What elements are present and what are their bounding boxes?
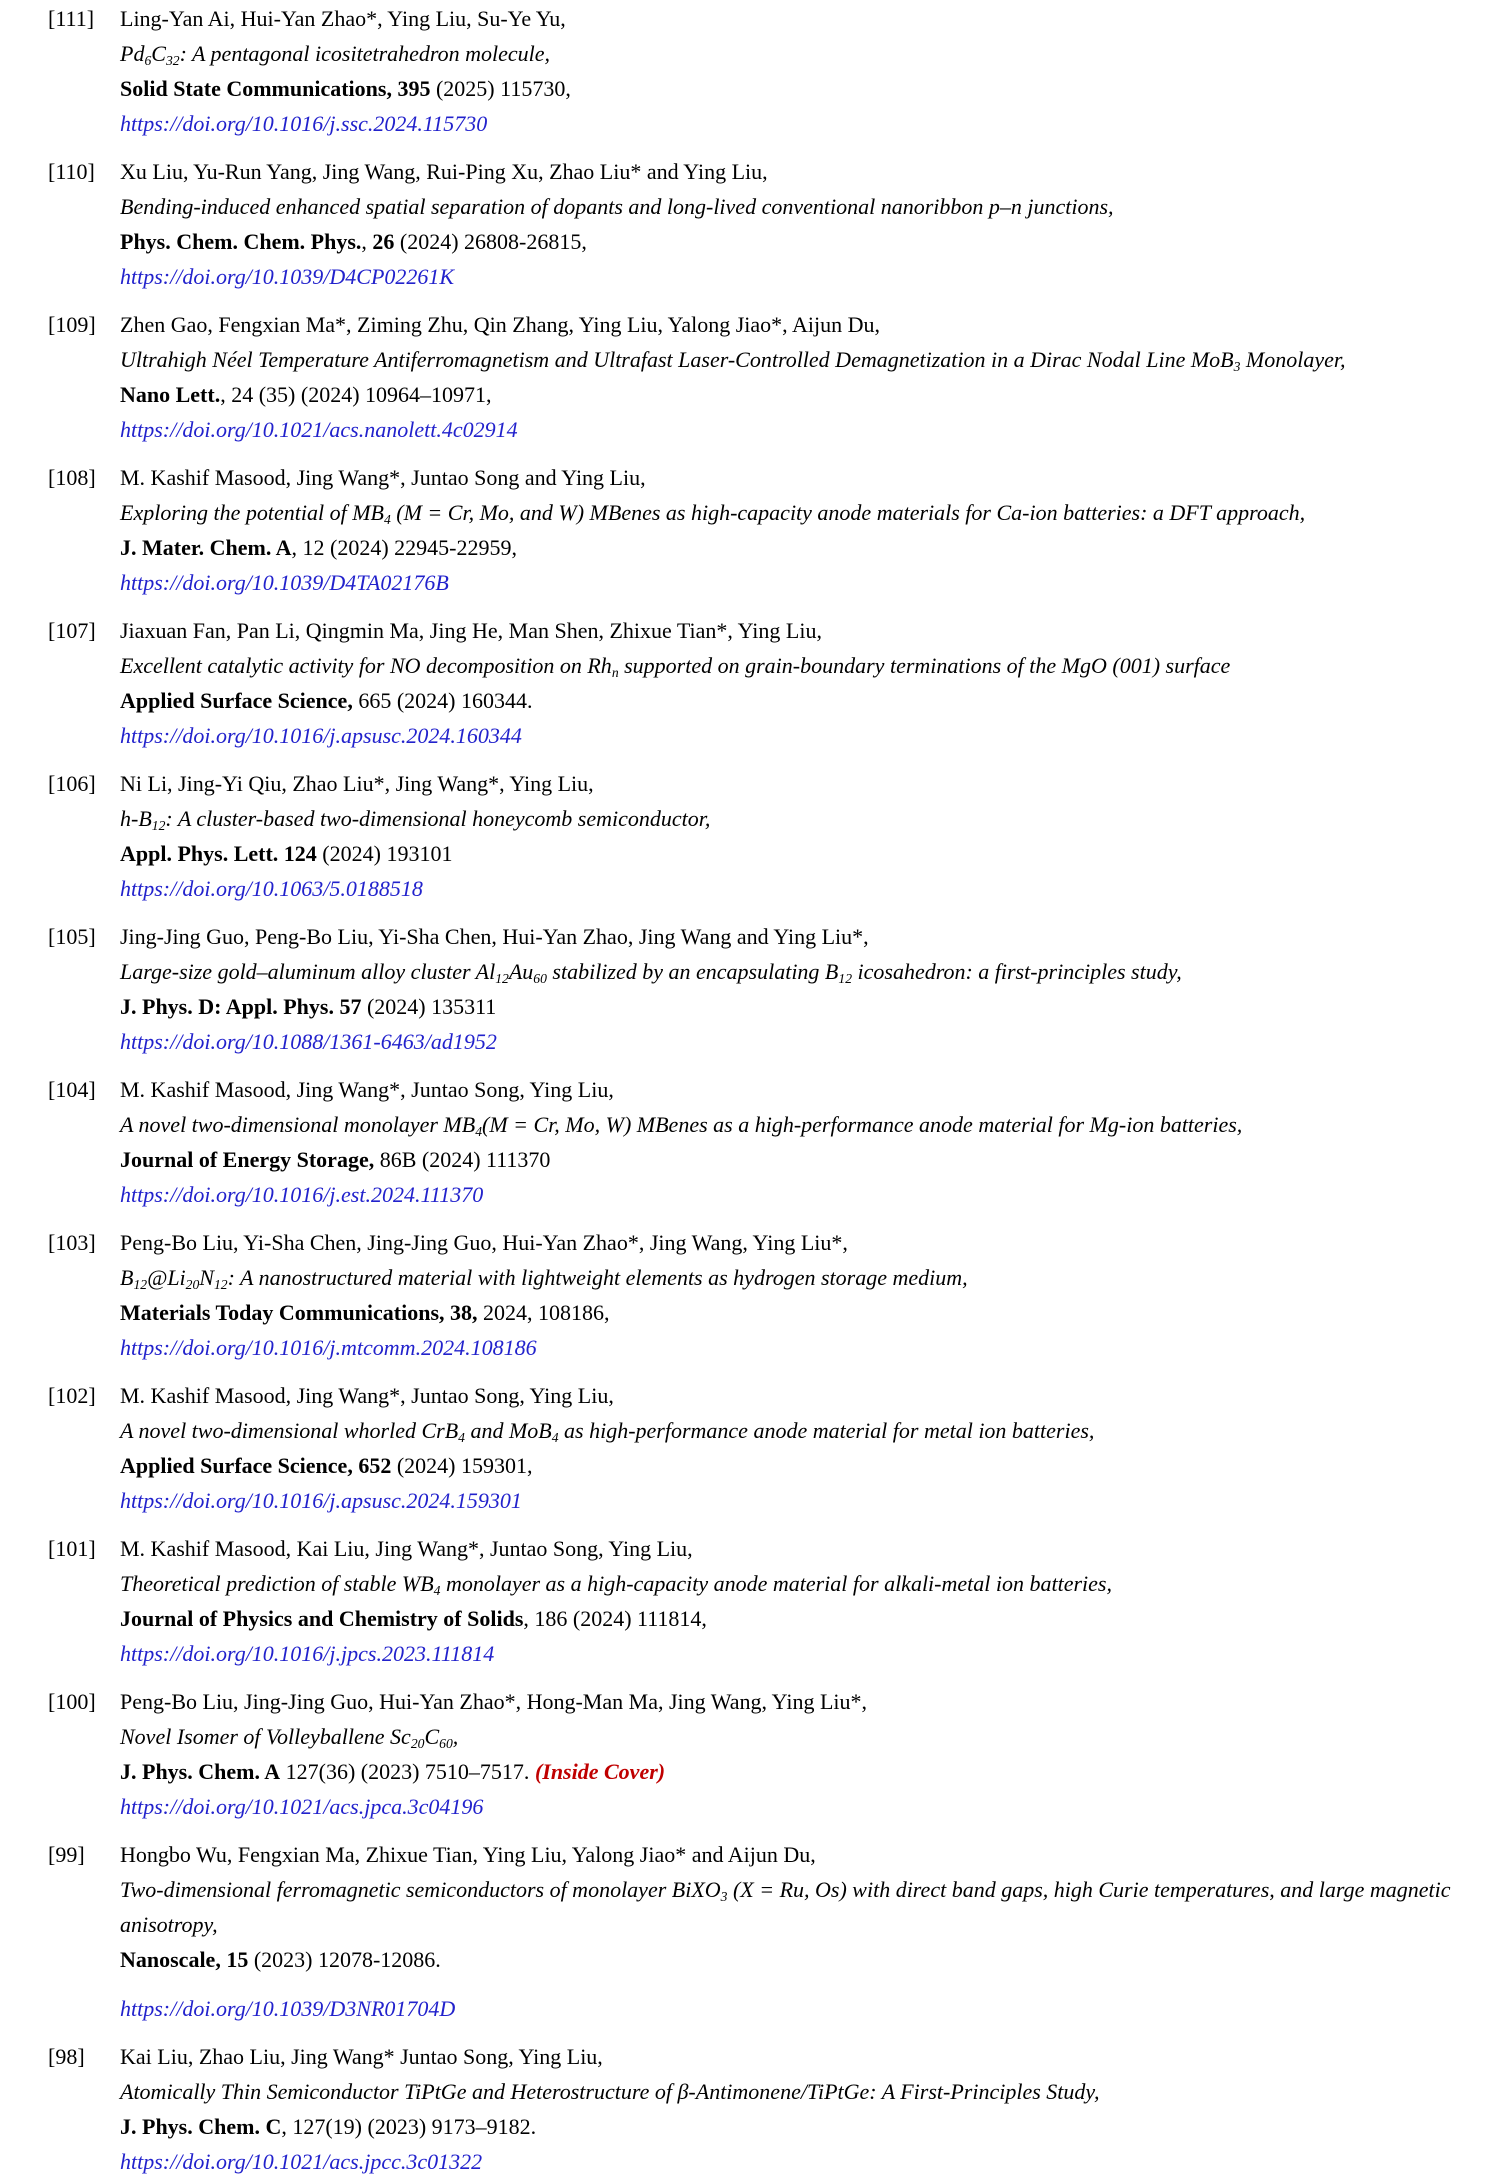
doi-link[interactable]: https://doi.org/10.1088/1361-6463/ad1952 [120, 1029, 497, 1054]
journal-line: Journal of Physics and Chemistry of Solids, 186 (2024) 111814, [120, 1606, 707, 1631]
article-title: A novel two-dimensional monolayer $MB_4(M = Cr$, Mo, W) MBenes as a high-performance anode material for Mg-ion batteries, [120, 1112, 1243, 1139]
authors-line: Kai Liu, Zhao Liu, Jing Wang* Juntao Song, Ying Liu, [120, 2044, 603, 2069]
authors-line: Peng-Bo Liu, Jing-Jing Guo, Hui-Yan Zhao*, Hong-Man Ma, Jing Wang, Ying Liu*, [120, 1689, 868, 1714]
journal-line: Journal of Energy Storage, 86B (2024) 111370 [120, 1147, 551, 1172]
journal-line: Applied Surface Science, 652 (2024) 159301, [120, 1453, 533, 1478]
article-title: $Pd_6C_{32}$: A pentagonal icositetrahedron molecule, [120, 41, 551, 68]
journal-line: Applied Surface Science, 665 (2024) 160344. [120, 688, 533, 713]
doi-link[interactable]: https://doi.org/10.1016/j.est.2024.111370 [120, 1182, 484, 1207]
reference-entry [48, 613, 1492, 753]
doi-link[interactable]: https://doi.org/10.1016/j.mtcomm.2024.108186 [120, 1335, 537, 1360]
authors-line: M. Kashif Masood, Jing Wang*, Juntao Song and Ying Liu, [120, 465, 646, 490]
reference-number: [102] [48, 1383, 96, 1408]
reference-number: [111] [48, 6, 95, 31]
authors-line: Jing-Jing Guo, Peng-Bo Liu, Yi-Sha Chen, Hui-Yan Zhao, Jing Wang and Ying Liu*, [120, 924, 869, 949]
doi-link[interactable]: https://doi.org/10.1021/acs.jpca.3c04196 [120, 1794, 484, 1819]
reference-number: [110] [48, 159, 95, 184]
article-title: Novel Isomer of Volleyballene $Sc_{20}C_{60}$, [120, 1724, 459, 1751]
reference-entry [48, 1531, 1492, 1671]
authors-line: Zhen Gao, Fengxian Ma*, Ziming Zhu, Qin Zhang, Ying Liu, Yalong Jiao*, Aijun Du, [120, 312, 880, 337]
authors-line: Ni Li, Jing-Yi Qiu, Zhao Liu*, Jing Wang*, Ying Liu, [120, 771, 594, 796]
article-title: A novel two-dimensional whorled CrB$_4$ and MoB$_4$ as high-performance anode material for metal ion batteries, [120, 1418, 1095, 1445]
reference-number: [100] [48, 1689, 96, 1714]
reference-entry [48, 1072, 1492, 1212]
journal-line: J. Phys. Chem. C, 127(19) (2023) 9173–9182. [120, 2114, 537, 2139]
article-title: Two-dimensional ferromagnetic semiconductors of monolayer BiXO$_3$ (X = Ru, Os) with direct band gaps, high Curie temperatures, and large magnetic anisotropy, [120, 1877, 1451, 1937]
reference-number: [101] [48, 1536, 96, 1561]
authors-line: M. Kashif Masood, Jing Wang*, Juntao Song, Ying Liu, [120, 1383, 614, 1408]
reference-number: [98] [48, 2044, 85, 2069]
journal-line: J. Mater. Chem. A, 12 (2024) 22945-22959, [120, 535, 517, 560]
reference-entry [48, 766, 1492, 906]
journal-line: Materials Today Communications, 38, 2024, 108186, [120, 1300, 610, 1325]
reference-number: [105] [48, 924, 96, 949]
journal-line: Nanoscale, 15 (2023) 12078-12086. [120, 1947, 441, 1972]
authors-line: Xu Liu, Yu-Run Yang, Jing Wang, Rui-Ping Xu, Zhao Liu* and Ying Liu, [120, 159, 768, 184]
authors-line: Peng-Bo Liu, Yi-Sha Chen, Jing-Jing Guo, Hui-Yan Zhao*, Jing Wang, Ying Liu*, [120, 1230, 848, 1255]
doi-link[interactable]: https://doi.org/10.1016/j.apsusc.2024.159301 [120, 1488, 522, 1513]
article-title: $B_{12}@Li_{20}N_{12}$: A nanostructured material with lightweight elements as hydrogen storage medium, [120, 1265, 968, 1292]
doi-link[interactable]: https://doi.org/10.1039/D4CP02261K [120, 264, 455, 289]
reference-entry [48, 1684, 1492, 1824]
reference-entry [48, 1225, 1492, 1365]
doi-link[interactable]: https://doi.org/10.1039/D3NR01704D [120, 1996, 456, 2021]
reference-entry [48, 2039, 1492, 2179]
reference-entry [48, 154, 1492, 294]
doi-link[interactable]: https://doi.org/10.1016/j.apsusc.2024.160344 [120, 723, 522, 748]
article-title: Atomically Thin Semiconductor TiPtGe and Heterostructure of β-Antimonene/TiPtGe: A First-Principles Study, [120, 2079, 1100, 2104]
doi-link[interactable]: https://doi.org/10.1016/j.ssc.2024.115730 [120, 111, 488, 136]
reference-entry [48, 460, 1492, 600]
reference-number: [103] [48, 1230, 96, 1255]
authors-line: Jiaxuan Fan, Pan Li, Qingmin Ma, Jing He, Man Shen, Zhixue Tian*, Ying Liu, [120, 618, 822, 643]
journal-line: J. Phys. Chem. A 127(36) (2023) 7510–7517. (Inside Cover) [120, 1759, 666, 1784]
article-title: Exploring the potential of $MB_4$ (M = Cr, Mo, and W) MBenes as high-capacity anode materials for Ca-ion batteries: a DFT approach, [120, 500, 1306, 527]
journal-line: Phys. Chem. Chem. Phys., 26 (2024) 26808-26815, [120, 229, 587, 254]
reference-entry [48, 307, 1492, 447]
authors-line: Ling-Yan Ai, Hui-Yan Zhao*, Ying Liu, Su-Ye Yu, [120, 6, 566, 31]
reference-number: [107] [48, 618, 96, 643]
article-title: Excellent catalytic activity for NO decomposition on $Rh_n$ supported on grain-boundary terminations of the MgO (001) surface [120, 653, 1231, 680]
journal-line: J. Phys. D: Appl. Phys. 57 (2024) 135311 [120, 994, 497, 1019]
authors-line: M. Kashif Masood, Kai Liu, Jing Wang*, Juntao Song, Ying Liu, [120, 1536, 693, 1561]
journal-line: Nano Lett., 24 (35) (2024) 10964–10971, [120, 382, 492, 407]
doi-link[interactable]: https://doi.org/10.1021/acs.nanolett.4c02914 [120, 417, 518, 442]
reference-number: [106] [48, 771, 96, 796]
reference-number: [109] [48, 312, 96, 337]
journal-line: Solid State Communications, 395 (2025) 115730, [120, 76, 571, 101]
journal-line: Appl. Phys. Lett. 124 (2024) 193101 [120, 841, 453, 866]
reference-number: [104] [48, 1077, 96, 1102]
reference-entry [48, 919, 1492, 1059]
article-title: Bending-induced enhanced spatial separation of dopants and long-lived conventional nanoribbon p–n junctions, [120, 194, 1114, 219]
article-title: Ultrahigh Néel Temperature Antiferromagnetism and Ultrafast Laser-Controlled Demagnetization in a Dirac Nodal Line MoB$_3$ Monolayer, [120, 347, 1346, 374]
reference-number: [99] [48, 1842, 85, 1867]
authors-line: M. Kashif Masood, Jing Wang*, Juntao Song, Ying Liu, [120, 1077, 614, 1102]
article-title: Large-size gold–aluminum alloy cluster $Al_{12}Au_{60}$ stabilized by an encapsulating $B_{12}$ icosahedron: a first-principles study, [120, 959, 1182, 986]
doi-link[interactable]: https://doi.org/10.1016/j.jpcs.2023.111814 [120, 1641, 495, 1666]
authors-line: Hongbo Wu, Fengxian Ma, Zhixue Tian, Ying Liu, Yalong Jiao* and Aijun Du, [120, 1842, 816, 1867]
reference-entry [48, 1378, 1492, 1518]
article-title: $h-B_{12}$: A cluster-based two-dimensional honeycomb semiconductor, [120, 806, 711, 833]
reference-entry [48, 1, 1492, 141]
reference-number: [108] [48, 465, 96, 490]
doi-link[interactable]: https://doi.org/10.1063/5.0188518 [120, 876, 423, 901]
article-title: Theoretical prediction of stable $WB_4$ monolayer as a high-capacity anode material for alkali-metal ion batteries, [120, 1571, 1112, 1598]
doi-link[interactable]: https://doi.org/10.1039/D4TA02176B [120, 570, 449, 595]
doi-link[interactable]: https://doi.org/10.1021/acs.jpcc.3c01322 [120, 2149, 483, 2174]
reference-entry [48, 1837, 1492, 2026]
